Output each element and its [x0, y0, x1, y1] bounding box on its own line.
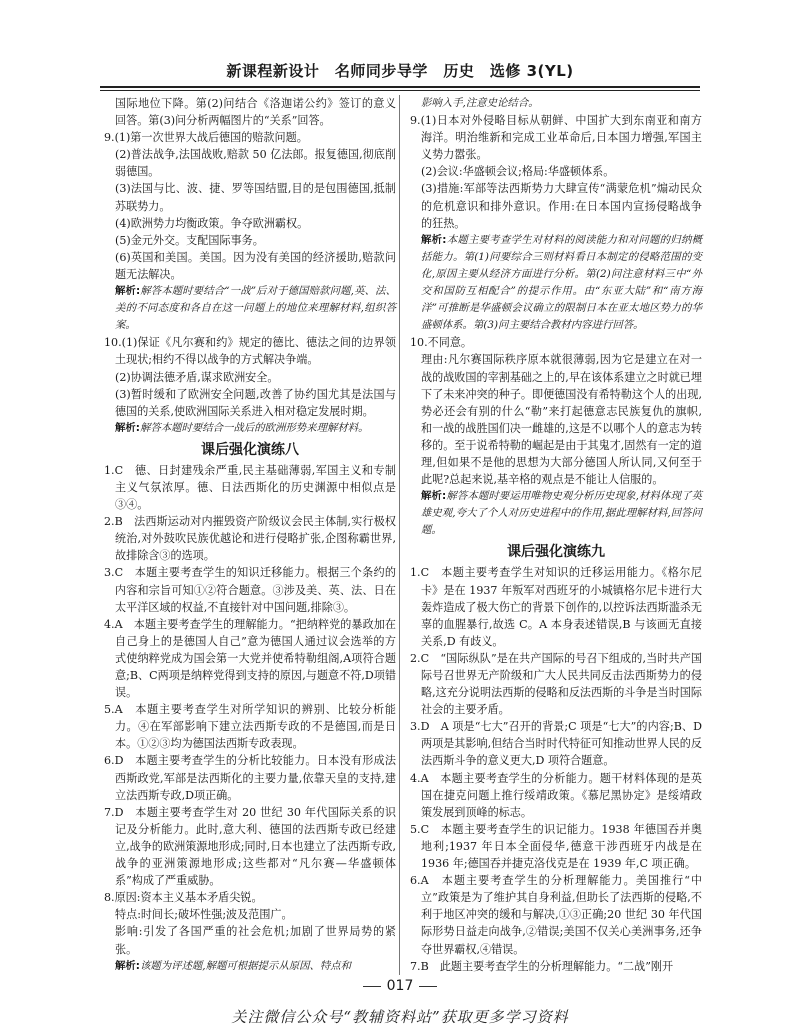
list-item: 5.C 本题主要考查学生的识记能力。1938 年德国吞并奥地利;1937 年日本全面侵华,德意干涉西班牙内战是在 1936 年;德国吞并捷克洛伐克是在 1939 年,C 项正确。 — [410, 822, 702, 871]
analysis-text: 本题主要考查学生对材料的阅读能力和对问题的归纳概括能力。第(1)问要综合三则材料看日本制定的侵略范围的变化,原因主要从经济方面进行分析。第(2)问注意材料三中“外交和国防互相配合”的提示作用。由“东亚大陆”和“南方海洋”可推断是华盛顿会议确立的限制日本在亚太地区势力的华盛顿体系。第(3)问主要结合教材内容进行回答。 — [421, 233, 702, 332]
q10-line-1: 10.(1)保证《凡尔赛和约》规定的德比、德法之间的边界领土现状;相约不得以战争的方式解决争端。 — [104, 336, 396, 367]
list-item: 6.A 本题主要考查学生的分析理解能力。美国推行“中立”政策是为了维护其自身利益,但助长了法西斯的侵略,不利于地区冲突的缓和与解决,①③正确;20 世纪 30 年代国际形势日益走向战争,②错误;美国不仅关心美洲事务,还争夺世界霸权,④错误。 — [410, 874, 702, 956]
footer-note: 关注微信公众号“教辅资料站”获取更多学习资料 — [231, 1008, 569, 1026]
q9-analysis — [104, 283, 396, 334]
analysis-text: 解答本题时要运用唯物史观分析历史现象,材料体现了英雄史观,夸大了个人对历史进程中的作用,据此理解材料,回答问题。 — [421, 490, 702, 537]
q9-line-1: 9.(1)第一次世界大战后德国的赔款问题。 — [104, 131, 308, 145]
r-q10-analysis — [410, 488, 702, 539]
q9-line-6: (6)英国和美国。美国。因为没有美国的经济援助,赔款问题无法解决。 — [115, 250, 396, 281]
r-q9-line-1: 9.(1)日本对外侵略目标从朝鲜、中国扩大到东南亚和南方海洋。明治维新和完成工业革命后,日本国力增强,军国主义势力嚣张。 — [410, 114, 702, 162]
section-title-9: 课后强化演练九 — [507, 544, 605, 561]
right-column — [410, 95, 702, 975]
list-item: 5.A 本题主要考查学生对所学知识的辨别、比较分析能力。④在军部影响下建立法西斯专政的不是德国,而是日本。①②③均为德国法西斯专政表现。 — [104, 703, 396, 751]
q9-line-5: (5)金元外交。支配国际事务。 — [115, 233, 264, 247]
left-column — [104, 95, 396, 975]
list-item: 3.C 本题主要考查学生的知识迁移能力。根据三个条约的内容和宗旨可知①②符合题意。③涉及美、英、法、日在太平洋区域的权益,不直接针对中国问题,排除③。 — [104, 566, 396, 614]
analysis-text: 影响入手,注意史论结合。 — [421, 97, 539, 109]
right-top-text — [410, 95, 702, 112]
column-divider — [399, 95, 400, 975]
list-item: 4.A 本题主要考查学生的理解能力。“把纳粹党的暴政加在自己身上的是德国人自己”意为德国人通过议会选举的方式使纳粹党成为国会第一大党并使希特勒组阁,A项符合题意;B、C两项是纳粹党得到支持的原因,与题意不符,D项错误。 — [104, 617, 396, 700]
section-title-8: 课后强化演练八 — [201, 441, 299, 458]
list-item: 3.D A 项是“七大”召开的背景;C 项是“七大”的内容;B、D 两项是其影响,但结合当时时代特征可知推动世界人民的反法西斯斗争的意义更大,D 项符合题意。 — [410, 720, 702, 768]
q8-analysis — [104, 958, 396, 975]
list-item: 2.C “国际纵队”是在共产国际的号召下组成的,当时共产国际号召世界无产阶级和广大人民共同反击法西斯势力的侵略,这充分说明法西斯的侵略和反法西斯的斗争是当时国际社会的主要矛盾。 — [410, 651, 702, 717]
list-item: 1.C 德、日封建残余严重,民主基础薄弱,军国主义和专制主义气氛浓厚。德、日法西斯化的历史渊源中相似点是③④。 — [104, 463, 396, 512]
analysis-label: 解析: — [421, 233, 447, 246]
analysis-label: 解析: — [421, 490, 447, 503]
list-item: 影响:引发了各国严重的社会危机;加剧了世界局势的紧张。 — [115, 925, 396, 956]
list-item: 7.B 此题主要考查学生的分析理解能力。“二战”刚开 — [410, 959, 674, 973]
left-top-text: 国际地位下降。第(2)问结合《洛迦诺公约》签订的意义回答。第(3)问分析两幅图片的“关系”回答。 — [115, 97, 396, 128]
page-number: 017 — [386, 978, 414, 994]
r-q9-line-3: (3)措施:军部等法西斯势力大肆宣传“满蒙危机”煽动民众的危机意识和排外意识。作用:在日本国内宣扬侵略战争的狂热。 — [421, 182, 702, 230]
page-header: 新课程新设计 名师同步导学 历史 选修 3(YL) — [226, 62, 574, 80]
r-q9-line-2: (2)会议:华盛顿会议;格局:华盛顿体系。 — [421, 165, 615, 179]
list-item: 8.原因:资本主义基本矛盾尖锐。 — [104, 891, 263, 905]
list-item: 4.A 本题主要考查学生的分析能力。题干材料体现的是英国在捷克问题上推行绥靖政策。《慕尼黑协定》是绥靖政策发展到顶峰的标志。 — [410, 771, 702, 819]
q9-line-3: (3)法国与比、波、捷、罗等国结盟,目的是包围德国,抵制苏联势力。 — [115, 182, 396, 213]
page-number-row — [0, 978, 800, 994]
analysis-text: 该题为评述题,解题可根据提示从原因、特点和 — [139, 959, 352, 972]
list-item: 1.C 本题主要考查学生对知识的迁移运用能力。《格尔尼卡》是在 1937 年叛军对西班牙的小城镇格尔尼卡进行大轰炸造成了极大伤亡的背景下创作的,以控诉法西斯滥杀无辜的血腥暴行,故选 C。A 本身表述错误,B 与该画无直接关系,D 有歧义。 — [410, 566, 702, 648]
list-item: 2.B 法西斯运动对内摧毁资产阶级议会民主体制,实行极权统治,对外鼓吹民族优越论和进行侵略扩张,企图称霸世界,故排除含③的选项。 — [104, 515, 396, 563]
analysis-text: 解答本题时要结合一战后的欧洲形势来理解材料。 — [139, 421, 369, 434]
analysis-label: 解析: — [115, 421, 140, 434]
analysis-text: 解答本题时要结合“一战”后对于德国赔款问题,英、法、美的不同态度和各自在这一问题上的地位来理解材料,组织答案。 — [115, 285, 396, 332]
r-q10-line-2: 理由:凡尔赛国际秩序原本就很薄弱,因为它是建立在对一战的战败国的宰割基础之上的,早在该体系建立之时就已埋下了未来冲突的种子。即便德国没有希特勒这个人的出现,势必还会有别的什么“勒”来打起德意志民族复仇的旗帜,和一战的战胜国们决一雌雄的,这是不以哪个人的意志为转移的。至于说希特勒的崛起是由于其鬼才,固然有一定的道理,但如果不是他的思想为大部分德国人所认同,又何至于此呢?总起来说,基辛格的观点是不能让人信服的。 — [421, 353, 702, 487]
analysis-label: 解析: — [115, 285, 141, 298]
analysis-label: 解析: — [115, 959, 140, 972]
page-number-rule — [419, 986, 437, 987]
list-item: 6.D 本题主要考查学生的分析比较能力。日本没有形成法西斯政党,军部是法西斯化的主要力量,依靠天皇的支持,建立法西斯专政,D项正确。 — [104, 754, 396, 802]
header-rule — [100, 86, 700, 88]
q9-line-2: (2)普法战争,法国战败,赔款 50 亿法郎。报复德国,彻底削弱德国。 — [115, 148, 396, 179]
r-q9-analysis — [410, 232, 702, 335]
r-q10-line-1: 10.不同意。 — [410, 336, 473, 350]
list-item: 特点:时间长;破坏性强;波及范围广。 — [115, 908, 293, 922]
page-number-rule — [363, 986, 381, 987]
q10-line-3: (3)暂时缓和了欧洲安全问题,改善了协约国尤其是法国与德国的关系,使欧洲国际关系进入相对稳定发展时期。 — [115, 387, 396, 418]
header-rule-thin — [100, 90, 700, 91]
q9-line-4: (4)欧洲势力均衡政策。争夺欧洲霸权。 — [115, 216, 309, 230]
list-item: 7.D 本题主要考查学生对 20 世纪 30 年代国际关系的识记及分析能力。此时,意大利、德国的法西斯专政已经建立,战争的欧洲策源地形成;同时,日本也建立了法西斯专政,战争的亚洲策源地形成;这些都对“凡尔赛—华盛顿体系”构成了严重威胁。 — [104, 805, 396, 888]
q10-line-2: (2)协调法德矛盾,谋求欧洲安全。 — [115, 370, 279, 384]
q10-analysis — [104, 420, 396, 437]
